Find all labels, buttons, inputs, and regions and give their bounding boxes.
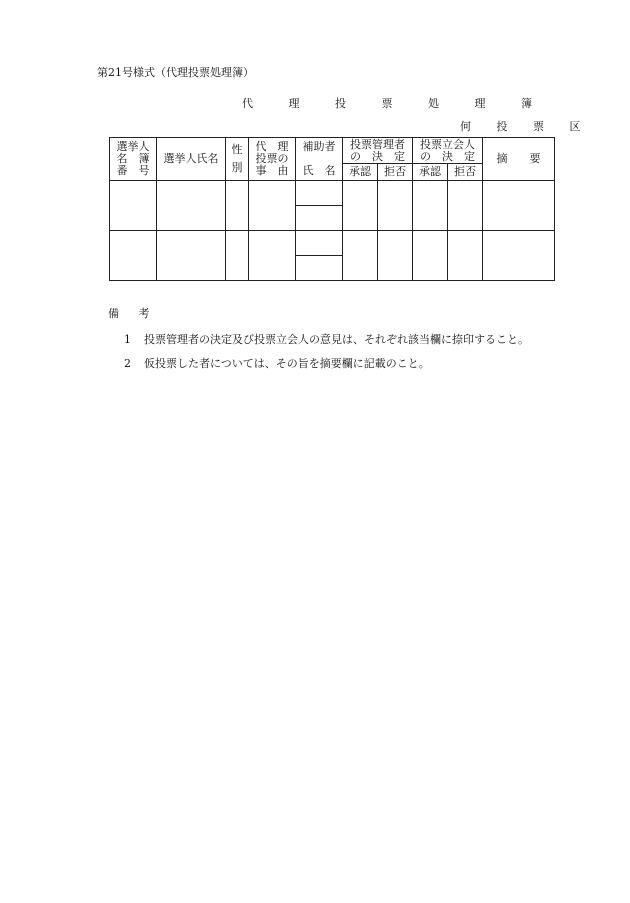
cell-assistant-lower bbox=[296, 206, 343, 231]
cell-assistant-upper bbox=[296, 181, 343, 206]
cell-reason bbox=[249, 231, 296, 281]
cell-manager-approve bbox=[343, 231, 378, 281]
cell-assistant-lower bbox=[296, 256, 343, 281]
remark-note bbox=[124, 331, 529, 347]
remark-text: 投票管理者の決定及び投票立会人の意見は、それぞれ該当欄に捺印すること。 bbox=[144, 333, 529, 346]
cell-witness-approve bbox=[413, 231, 448, 281]
cell-sex bbox=[226, 181, 249, 231]
cell-manager-approve bbox=[343, 181, 378, 231]
page-title: 代 理 投 票 処 理 簿 bbox=[242, 97, 548, 110]
cell-summary bbox=[483, 181, 555, 231]
remark-note bbox=[124, 355, 430, 371]
proxy-voting-register-table bbox=[109, 137, 555, 281]
remarks-heading: 備 考 bbox=[108, 307, 158, 320]
header-manager-decision: 投票管理者 の 決 定 bbox=[343, 138, 413, 164]
header-manager-approve: 承認 bbox=[343, 164, 378, 181]
cell-witness-approve bbox=[413, 181, 448, 231]
cell-voter-name bbox=[157, 181, 226, 231]
header-witness-decision: 投票立会人 の 決 定 bbox=[413, 138, 483, 164]
cell-summary bbox=[483, 231, 555, 281]
cell-manager-reject bbox=[378, 181, 413, 231]
cell-sex bbox=[226, 231, 249, 281]
header-manager-reject: 拒否 bbox=[378, 164, 413, 181]
cell-manager-reject bbox=[378, 231, 413, 281]
form-number: 第21号様式（代理投票処理簿） bbox=[97, 66, 254, 79]
cell-assistant-upper bbox=[296, 231, 343, 256]
cell-voter-number bbox=[110, 181, 157, 231]
header-assistant-name: 補助者 氏 名 bbox=[296, 138, 343, 181]
remark-number: 2 bbox=[124, 357, 131, 370]
table-row bbox=[110, 231, 555, 256]
header-summary: 摘 要 bbox=[483, 138, 555, 181]
header-voter-name: 選挙人氏名 bbox=[157, 138, 226, 181]
header-proxy-reason: 代 理 投票の 事 由 bbox=[249, 138, 296, 181]
cell-reason bbox=[249, 181, 296, 231]
header-voter-register-number: 選挙人 名 簿 番 号 bbox=[110, 138, 157, 181]
header-witness-approve: 承認 bbox=[413, 164, 448, 181]
remark-number: 1 bbox=[124, 333, 131, 346]
cell-voter-name bbox=[157, 231, 226, 281]
table-row bbox=[110, 181, 555, 206]
cell-witness-reject bbox=[448, 231, 483, 281]
header-sex: 性 別 bbox=[226, 138, 249, 181]
cell-voter-number bbox=[110, 231, 157, 281]
district-label: 何 投 票 区 bbox=[460, 120, 592, 133]
header-witness-reject: 拒否 bbox=[448, 164, 483, 181]
remark-text: 仮投票した者については、その旨を摘要欄に記載のこと。 bbox=[144, 357, 430, 370]
cell-witness-reject bbox=[448, 181, 483, 231]
